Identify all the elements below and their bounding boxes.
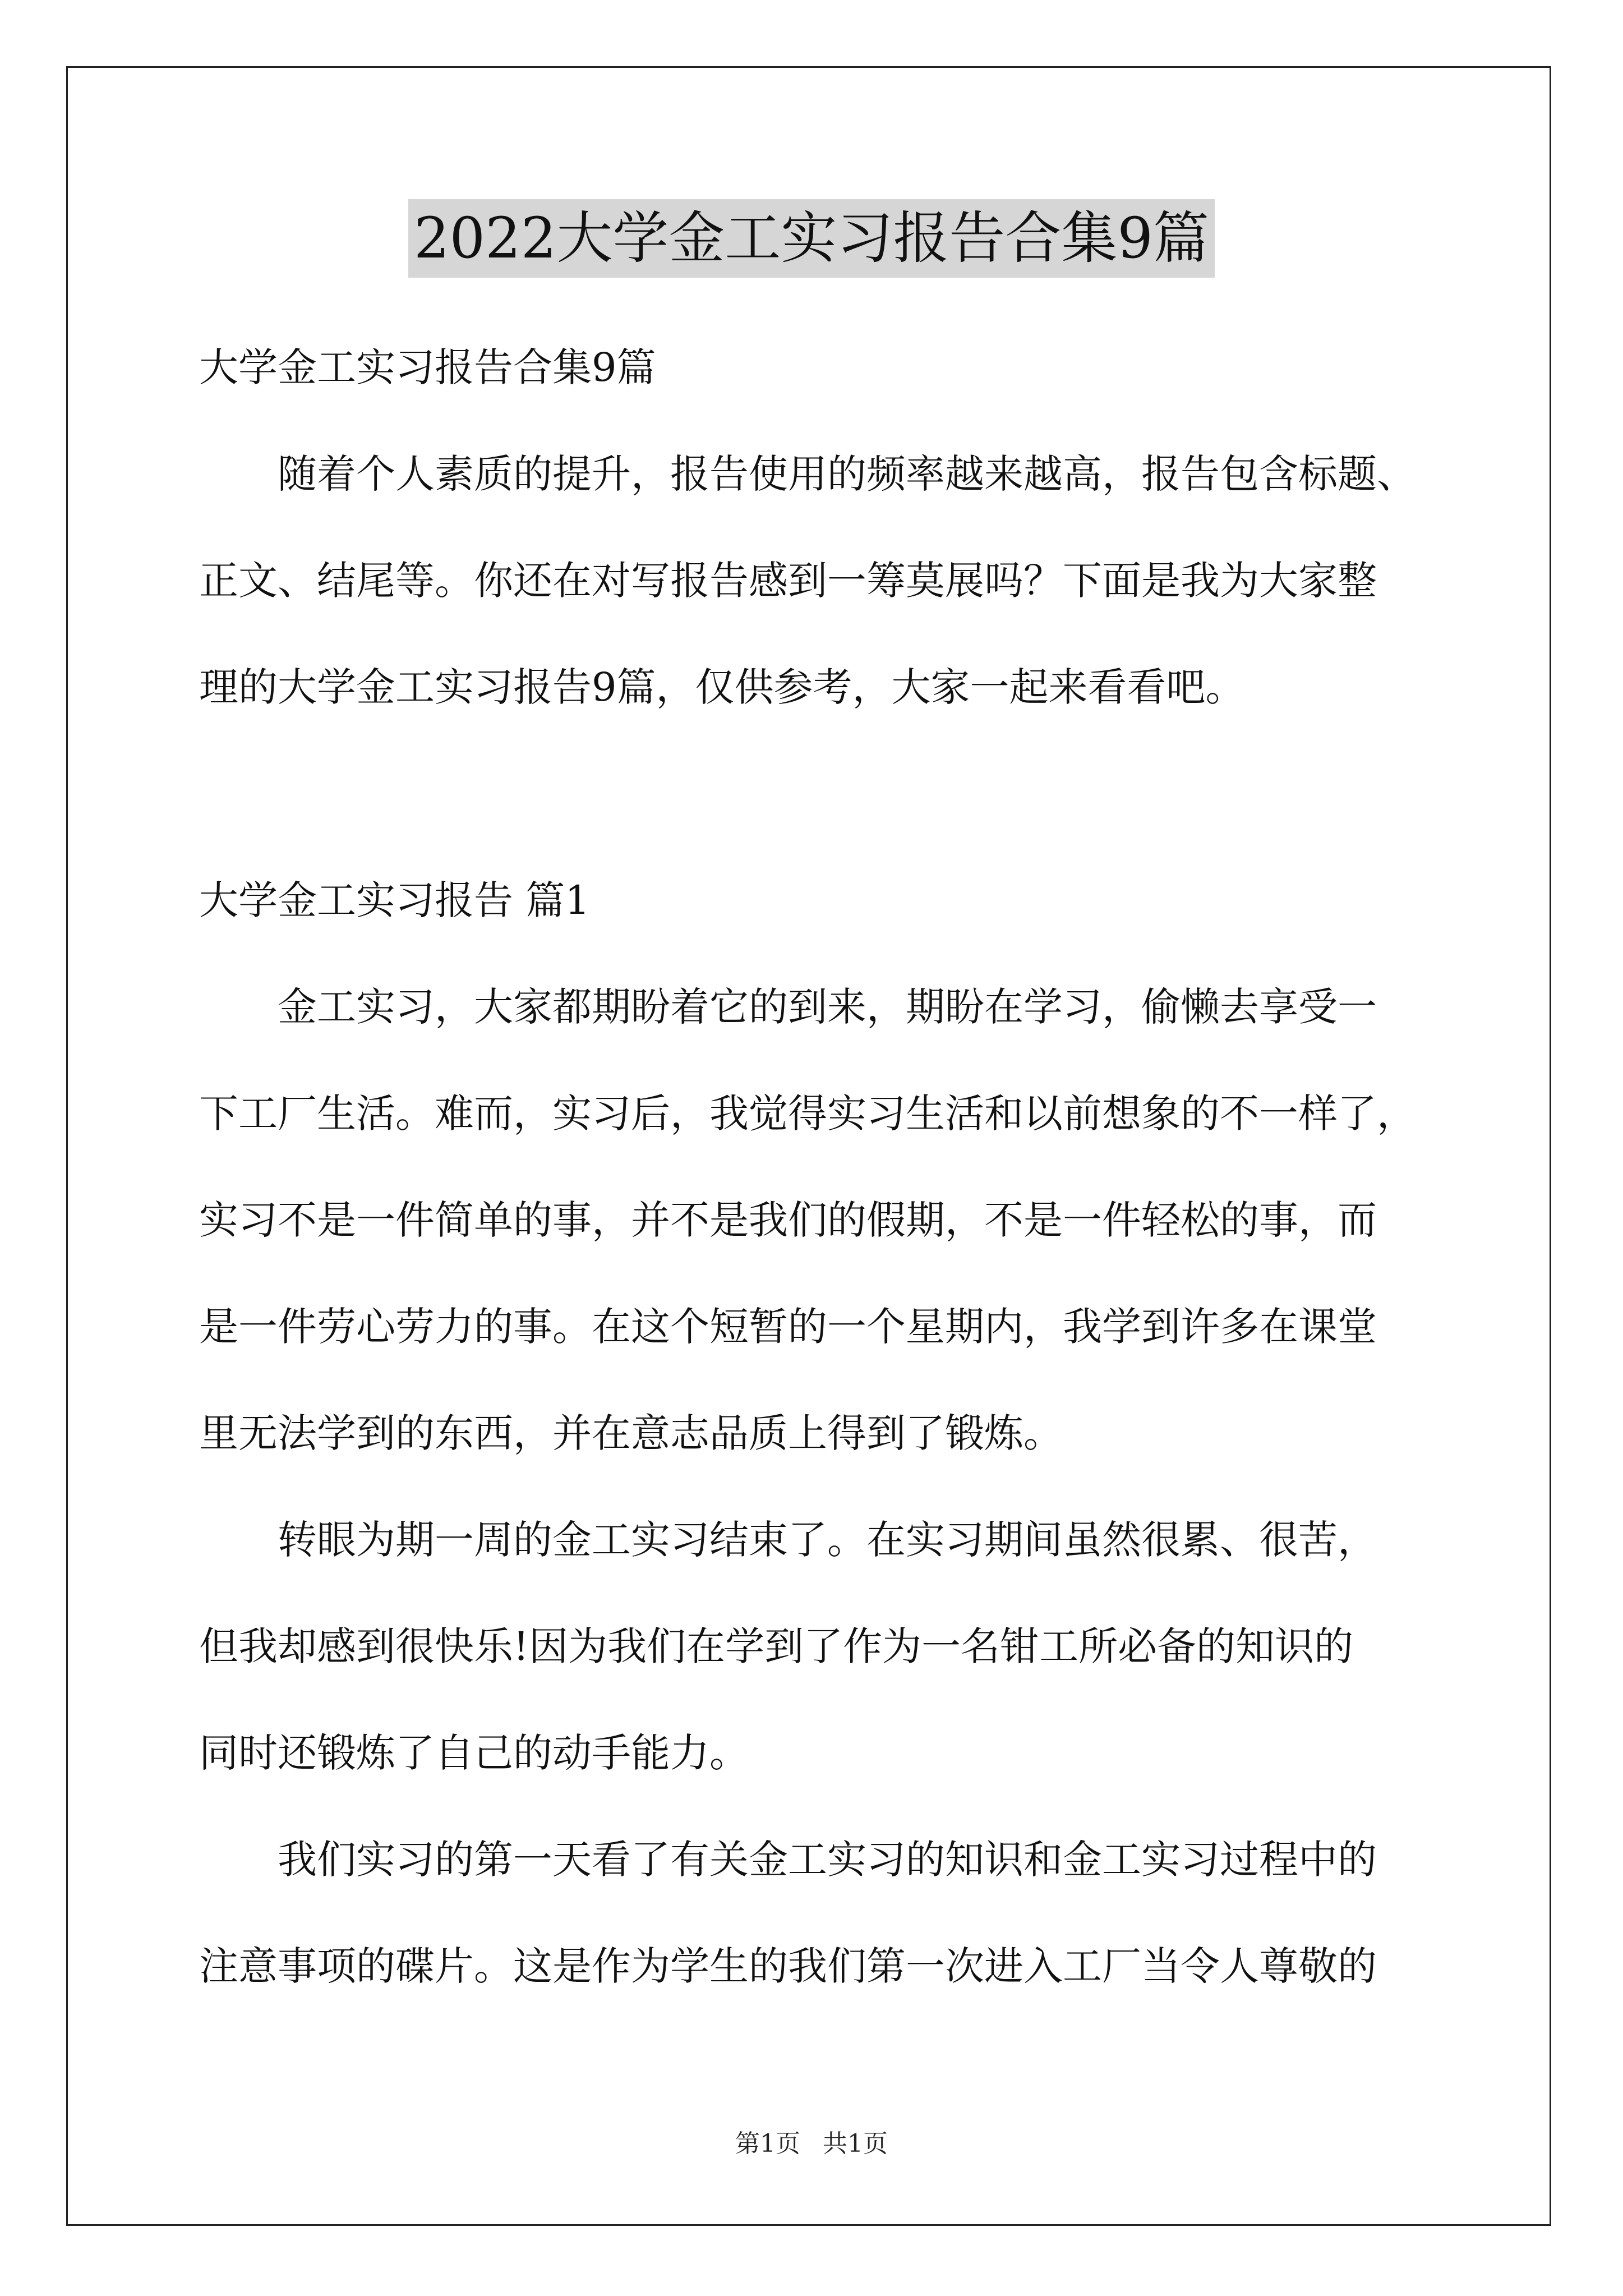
document-body (199, 314, 1444, 2019)
paragraph-line: 同时还锻炼了自己的动手能力。 (199, 1730, 749, 1776)
paragraph-line: 但我却感到很快乐!因为我们在学到了作为一名钳工所必备的知识的 (199, 1623, 1354, 1669)
paragraph-line: 我们实习的第一天看了有关金工实习的知识和金工实习过程中的 (278, 1837, 1377, 1883)
paragraph-line: 实习不是一件简单的事，并不是我们的假期，不是一件轻松的事，而 (199, 1197, 1377, 1243)
body-paragraph-1 (199, 954, 1444, 1487)
paragraph-line: 转眼为期一周的金工实习结束了。在实习期间虽然很累、很苦， (278, 1517, 1377, 1563)
paragraph-line: 注意事项的碟片。这是作为学生的我们第一次进入工厂当令人尊敬的 (199, 1943, 1377, 1989)
body-paragraph-3 (199, 1806, 1444, 2019)
intro-line: 正文、结尾等。你还在对写报告感到一筹莫展吗？下面是我为大家整 (199, 558, 1377, 604)
paragraph-line: 是一件劳心劳力的事。在这个短暂的一个星期内，我学到许多在课堂 (199, 1304, 1377, 1350)
page-number-current: 第1页 (735, 2129, 800, 2158)
intro-paragraph (199, 421, 1444, 740)
paragraph-line: 下工厂生活。难而，实习后，我觉得实习生活和以前想象的不一样了， (199, 1091, 1416, 1137)
body-paragraph-2 (199, 1487, 1444, 1806)
paragraph-line: 里无法学到的东西，并在意志品质上得到了锻炼。 (199, 1410, 1063, 1456)
document-title: 2022大学金工实习报告合集9篇 (408, 199, 1215, 278)
document-subtitle: 大学金工实习报告合集9篇 (199, 344, 656, 390)
title-container (0, 199, 1623, 278)
intro-line: 随着个人素质的提升，报告使用的频率越来越高，报告包含标题、 (278, 451, 1416, 497)
intro-line: 理的大学金工实习报告9篇，仅供参考，大家一起来看看吧。 (199, 664, 1245, 710)
paragraph-line: 金工实习，大家都期盼着它的到来，期盼在学习，偷懒去享受一 (278, 984, 1377, 1030)
page-footer (0, 2123, 1623, 2159)
page-number-total: 共1页 (823, 2129, 888, 2158)
section-heading: 大学金工实习报告 篇1 (199, 877, 590, 923)
